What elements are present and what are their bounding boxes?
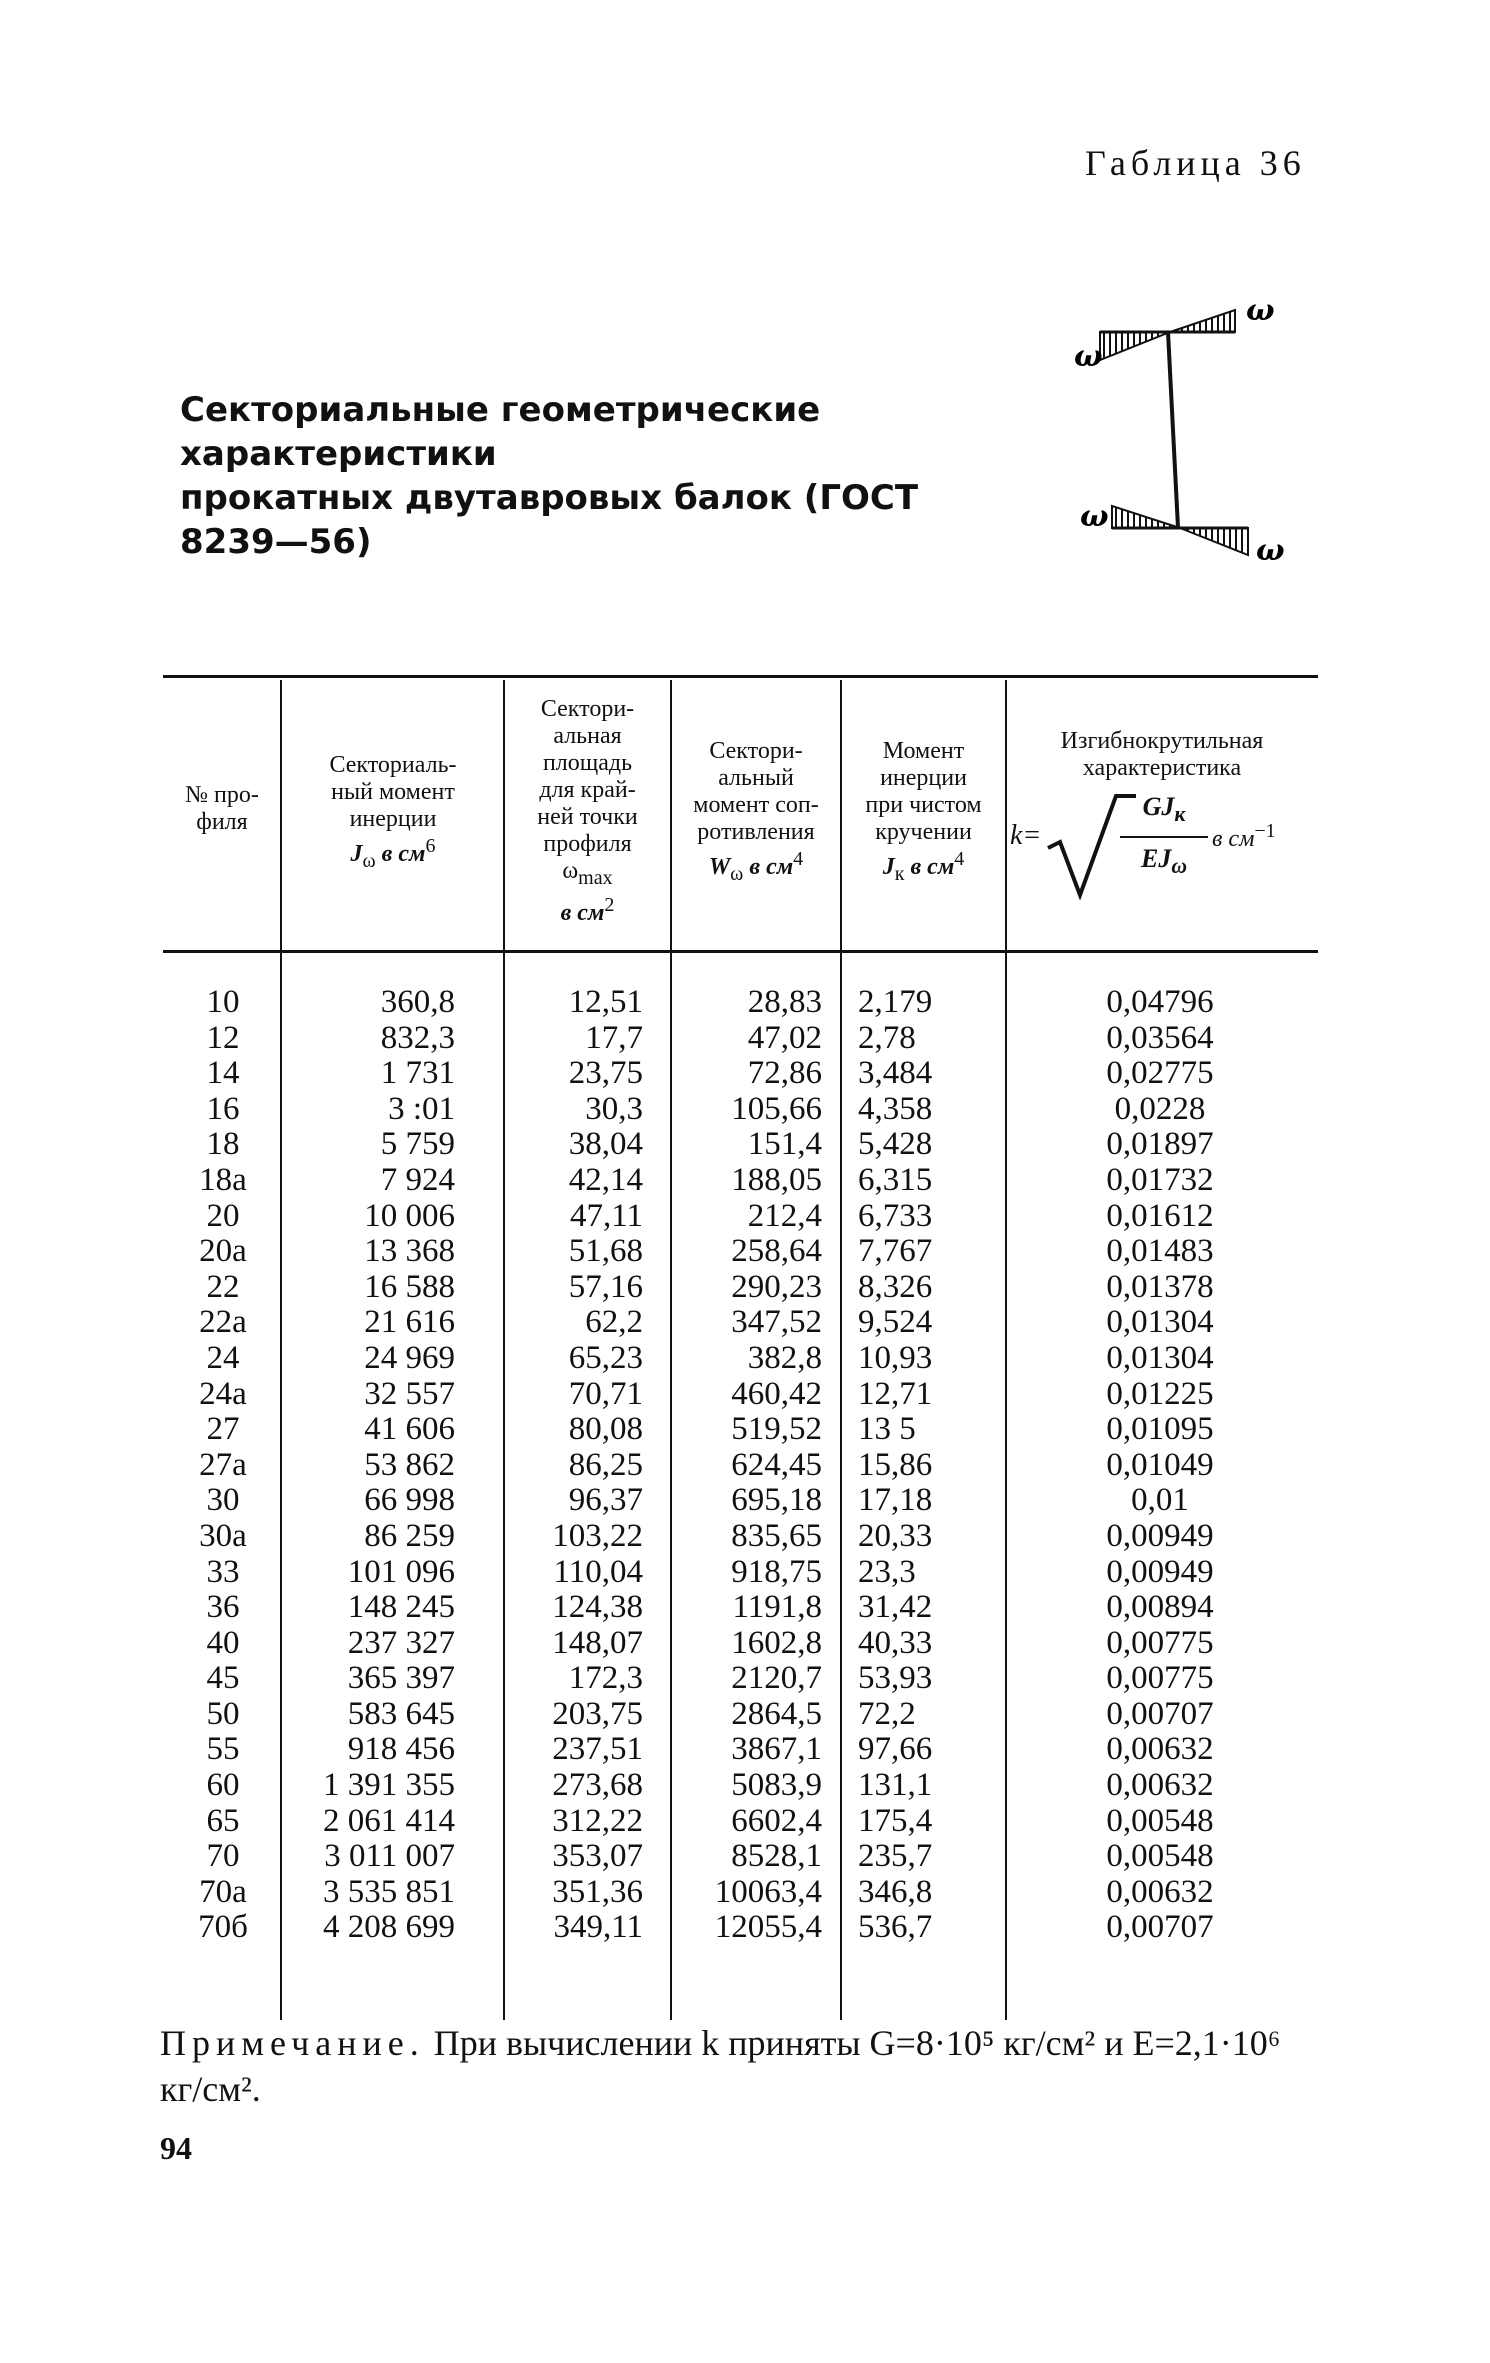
- table-cell: 0,00707: [1106, 1695, 1214, 1732]
- table-cell: 7,767: [858, 1233, 933, 1270]
- top-flange-right-triangle: [1170, 310, 1235, 332]
- table-cell: 2120,7: [731, 1660, 822, 1697]
- table-cell: 96,37: [568, 1482, 643, 1519]
- table-cell: 17,18: [858, 1482, 933, 1519]
- column-sectorial-moment: [285, 985, 455, 1946]
- table-cell: 45: [206, 1660, 240, 1697]
- table-cell: 235,7: [858, 1838, 933, 1875]
- table-cell: 13 5: [858, 1411, 916, 1448]
- table-cell: 0,0228: [1114, 1090, 1206, 1127]
- table-cell: 237,51: [552, 1731, 643, 1768]
- table-cell: 365 397: [347, 1660, 455, 1697]
- table-cell: 0,01732: [1106, 1161, 1214, 1198]
- table-cell: 172,3: [568, 1660, 643, 1697]
- table-cell: 10: [206, 984, 240, 1020]
- table-cell: 918 456: [347, 1731, 455, 1768]
- table-cell: 188,05: [731, 1161, 822, 1198]
- table-cell: 2 061 414: [323, 1802, 455, 1839]
- table-cell: 62,2: [585, 1304, 643, 1341]
- table-cell: 0,03564: [1106, 1019, 1214, 1056]
- table-cell: 70а: [199, 1873, 247, 1910]
- table-cell: 0,04796: [1106, 984, 1214, 1020]
- table-cell: 12: [206, 1019, 240, 1056]
- note-text: При вычислении k приняты G=8·10⁵ кг/см² и E=2,1·10⁶ кг/см².: [160, 2023, 1281, 2109]
- table-cell: 460,42: [731, 1375, 822, 1412]
- table-cell: 0,00775: [1106, 1624, 1214, 1661]
- table-cell: 17,7: [585, 1019, 643, 1056]
- table-cell: 258,64: [731, 1233, 822, 1270]
- table-cell: 832,3: [380, 1019, 455, 1056]
- table-cell: 5 759: [380, 1126, 455, 1163]
- table-cell: 36: [206, 1589, 240, 1626]
- table-cell: 28,83: [747, 984, 822, 1020]
- table-cell: 103,22: [552, 1517, 643, 1554]
- table-cell: 24 969: [364, 1339, 455, 1376]
- table-cell: 835,65: [731, 1517, 822, 1554]
- table-cell: 0,00707: [1106, 1909, 1214, 1946]
- table-cell: 8528,1: [731, 1838, 822, 1875]
- table-cell: 42,14: [568, 1161, 643, 1198]
- table-cell: 519,52: [731, 1411, 822, 1448]
- table-cell: 97,66: [858, 1731, 933, 1768]
- table-cell: 237 327: [347, 1624, 455, 1661]
- table-cell: 0,02775: [1106, 1055, 1214, 1092]
- table-cell: 0,00632: [1106, 1873, 1214, 1910]
- table-cell: 40: [206, 1624, 240, 1661]
- table-cell: 3 :01: [388, 1090, 455, 1127]
- header-torsion-moment-of-inertia: Момент инерции при чистом кручении $J_к$ в $см^4$: [865, 738, 982, 885]
- table-cell: 0,01897: [1106, 1126, 1214, 1163]
- table-cell: 124,38: [552, 1589, 643, 1626]
- column-section-modulus: [672, 985, 822, 1946]
- table-cell: 10 006: [364, 1197, 455, 1234]
- table-cell: 22: [206, 1268, 240, 1305]
- table-cell: 4 208 699: [323, 1909, 455, 1946]
- title-line-2: прокатных двутавровых балок (ГОСТ 8239—56): [180, 478, 919, 562]
- table-cell: 360,8: [380, 984, 455, 1020]
- table-cell: 30: [206, 1482, 240, 1519]
- table-cell: 2864,5: [731, 1695, 822, 1732]
- bottom-flange-left-triangle: [1112, 506, 1180, 528]
- table-cell: 0,01304: [1106, 1339, 1214, 1376]
- table-cell: 1 391 355: [323, 1767, 455, 1804]
- table-cell: 0,01095: [1106, 1411, 1214, 1448]
- column-characteristic-k: [1005, 985, 1315, 1946]
- table-cell: 353,07: [552, 1838, 643, 1875]
- table-cell: 70: [206, 1838, 240, 1875]
- table-cell: 80,08: [568, 1411, 643, 1448]
- table-cell: 351,36: [552, 1873, 643, 1910]
- table-cell: 53,93: [858, 1660, 933, 1697]
- table-cell: 110,04: [553, 1553, 643, 1590]
- table-cell: 20,33: [858, 1517, 933, 1554]
- table-cell: 3,484: [858, 1055, 933, 1092]
- table-cell: 1 731: [380, 1055, 455, 1092]
- table-cell: 0,01: [1131, 1482, 1189, 1519]
- table-cell: 23,75: [568, 1055, 643, 1092]
- table-cell: 9,524: [858, 1304, 933, 1341]
- table-cell: 175,4: [858, 1802, 933, 1839]
- table-cell: 27: [206, 1411, 240, 1448]
- page-title: [180, 388, 1020, 564]
- table-cell: 6602,4: [731, 1802, 822, 1839]
- table-cell: 16 588: [364, 1268, 455, 1305]
- table-cell: 3 011 007: [324, 1838, 455, 1875]
- table-cell: 53 862: [364, 1446, 455, 1483]
- table-cell: 66 998: [364, 1482, 455, 1519]
- table-cell: 13 368: [364, 1233, 455, 1270]
- table-label: Габлица 36: [1085, 143, 1306, 183]
- table-cell: 148 245: [347, 1589, 455, 1626]
- table-cell: 72,86: [747, 1055, 822, 1092]
- table-cell: 0,00949: [1106, 1553, 1214, 1590]
- header-flexural-torsional-characteristic: Изгибнокрутильная характеристика: [1060, 728, 1264, 781]
- table-cell: 536,7: [858, 1909, 933, 1946]
- table-cell: 21 616: [364, 1304, 455, 1341]
- omega-label-bottom-right: ω: [1256, 533, 1285, 568]
- header-sectorial-moment-of-inertia: Секториаль- ный момент инерции $J_\omega$ в $см^6$: [329, 752, 457, 872]
- table-cell: 12,71: [858, 1375, 933, 1412]
- table-cell: 918,75: [731, 1553, 822, 1590]
- page-number: 94: [160, 2130, 192, 2166]
- column-torsion-inertia: [848, 985, 1008, 1946]
- table-cell: 65,23: [568, 1339, 643, 1376]
- table-cell: 8,326: [858, 1268, 933, 1305]
- table-cell: 14: [206, 1055, 240, 1092]
- table-cell: 0,00632: [1106, 1767, 1214, 1804]
- table-cell: 18а: [199, 1161, 247, 1198]
- table-cell: 1602,8: [731, 1624, 822, 1661]
- table-cell: 12055,4: [714, 1909, 822, 1946]
- table-cell: 40,33: [858, 1624, 933, 1661]
- table-cell: 695,18: [731, 1482, 822, 1519]
- table-cell: 5,428: [858, 1126, 933, 1163]
- table-cell: 31,42: [858, 1589, 933, 1626]
- table-cell: 24: [206, 1339, 240, 1376]
- top-flange-left-triangle: [1100, 332, 1170, 360]
- table-cell: 57,16: [568, 1268, 643, 1305]
- table-cell: 2,179: [858, 984, 933, 1020]
- omega-label-bottom-left: ω: [1080, 499, 1109, 534]
- beam-web: [1168, 332, 1178, 528]
- table-cell: 38,04: [568, 1126, 643, 1163]
- table-cell: 18: [206, 1126, 240, 1163]
- table-cell: 41 606: [364, 1411, 455, 1448]
- table-cell: 148,07: [552, 1624, 643, 1661]
- table-cell: 15,86: [858, 1446, 933, 1483]
- table-cell: 24а: [199, 1375, 247, 1412]
- table-cell: 6,315: [858, 1161, 933, 1198]
- footnote: [160, 2020, 1330, 2112]
- table-cell: 0,00894: [1106, 1589, 1214, 1626]
- table-cell: 0,01049: [1106, 1446, 1214, 1483]
- i-beam-sectorial-diagram: [1060, 270, 1310, 570]
- table-cell: 12,51: [568, 984, 643, 1020]
- table-cell: 10,93: [858, 1339, 933, 1376]
- note-label: Примечание.: [160, 2023, 425, 2063]
- table-cell: 22а: [199, 1304, 247, 1341]
- table-cell: 20а: [199, 1233, 247, 1270]
- table-cell: 1191,8: [732, 1589, 822, 1626]
- table-cell: 0,00949: [1106, 1517, 1214, 1554]
- fraction-bar: [1120, 836, 1208, 838]
- table-cell: 273,68: [552, 1767, 643, 1804]
- table-cell: 3 535 851: [323, 1873, 455, 1910]
- table-cell: 0,01612: [1106, 1197, 1214, 1234]
- table-cell: 5083,9: [731, 1767, 822, 1804]
- table-cell: 20: [206, 1197, 240, 1234]
- table-cell: 203,75: [552, 1695, 643, 1732]
- table-cell: 346,8: [858, 1873, 933, 1910]
- omega-label-top-left: ω: [1074, 339, 1103, 374]
- table-cell: 51,68: [568, 1233, 643, 1270]
- table-cell: 212,4: [747, 1197, 822, 1234]
- table-cell: 101 096: [347, 1553, 455, 1590]
- formula-k: k= $GJ_к$ $EJ_\omega$ в $см^{-1}$: [1010, 790, 1315, 900]
- table-cell: 151,4: [747, 1126, 822, 1163]
- table-cell: 10063,4: [714, 1873, 822, 1910]
- table-cell: 290,23: [731, 1268, 822, 1305]
- table-cell: 131,1: [858, 1767, 933, 1804]
- table-cell: 70,71: [568, 1375, 643, 1412]
- table-cell: 624,45: [731, 1446, 822, 1483]
- table-cell: 70б: [198, 1909, 248, 1946]
- table-cell: 0,00775: [1106, 1660, 1214, 1697]
- table-cell: 0,00548: [1106, 1802, 1214, 1839]
- table-cell: 33: [206, 1553, 240, 1590]
- table-cell: 23,3: [858, 1553, 916, 1590]
- bottom-flange-right-triangle: [1180, 528, 1248, 555]
- table-cell: 86,25: [568, 1446, 643, 1483]
- title-line-1: Секториальные геометрические характеристики: [180, 390, 821, 474]
- table-cell: 0,00548: [1106, 1838, 1214, 1875]
- table-cell: 55: [206, 1731, 240, 1768]
- table-cell: 16: [206, 1090, 240, 1127]
- table-cell: 583 645: [347, 1695, 455, 1732]
- table-cell: 0,00632: [1106, 1731, 1214, 1768]
- table-cell: 312,22: [552, 1802, 643, 1839]
- table-cell: 105,66: [731, 1090, 822, 1127]
- table-cell: 65: [206, 1802, 240, 1839]
- header-profile-number: № про- филя: [185, 782, 259, 835]
- table-cell: 349,11: [553, 1909, 643, 1946]
- table-cell: 72,2: [858, 1695, 916, 1732]
- table-header-rule: [163, 950, 1318, 953]
- column-sectorial-area: [505, 985, 643, 1946]
- omega-label-top-right: ω: [1246, 293, 1275, 328]
- table-cell: 0,01483: [1106, 1233, 1214, 1270]
- table-cell: 0,01304: [1106, 1304, 1214, 1341]
- table-cell: 60: [206, 1767, 240, 1804]
- table-cell: 50: [206, 1695, 240, 1732]
- table-cell: 47,02: [747, 1019, 822, 1056]
- header-sectorial-section-modulus: Сектори- альный момент соп- ротивления $W_\omega$ в $см^4$: [693, 738, 819, 885]
- table-cell: 6,733: [858, 1197, 933, 1234]
- table-cell: 27а: [199, 1446, 247, 1483]
- table-cell: 86 259: [364, 1517, 455, 1554]
- column-profile-number: [163, 985, 283, 1946]
- table-cell: 3867,1: [731, 1731, 822, 1768]
- table-cell: 0,01378: [1106, 1268, 1214, 1305]
- table-cell: 7 924: [380, 1161, 455, 1198]
- table-cell: 30,3: [585, 1090, 643, 1127]
- header-sectorial-area: Сектори- альная площадь для край- ней точки профиля $\omega_{max}$ в $см^2$: [537, 696, 638, 926]
- table-cell: 2,78: [858, 1019, 916, 1056]
- table-cell: 47,11: [569, 1197, 643, 1234]
- table-top-rule: [163, 675, 1318, 678]
- table-cell: 4,358: [858, 1090, 933, 1127]
- table-cell: 30а: [199, 1517, 247, 1554]
- table-cell: 347,52: [731, 1304, 822, 1341]
- table-cell: 382,8: [747, 1339, 822, 1376]
- table-cell: 0,01225: [1106, 1375, 1214, 1412]
- table-cell: 32 557: [364, 1375, 455, 1412]
